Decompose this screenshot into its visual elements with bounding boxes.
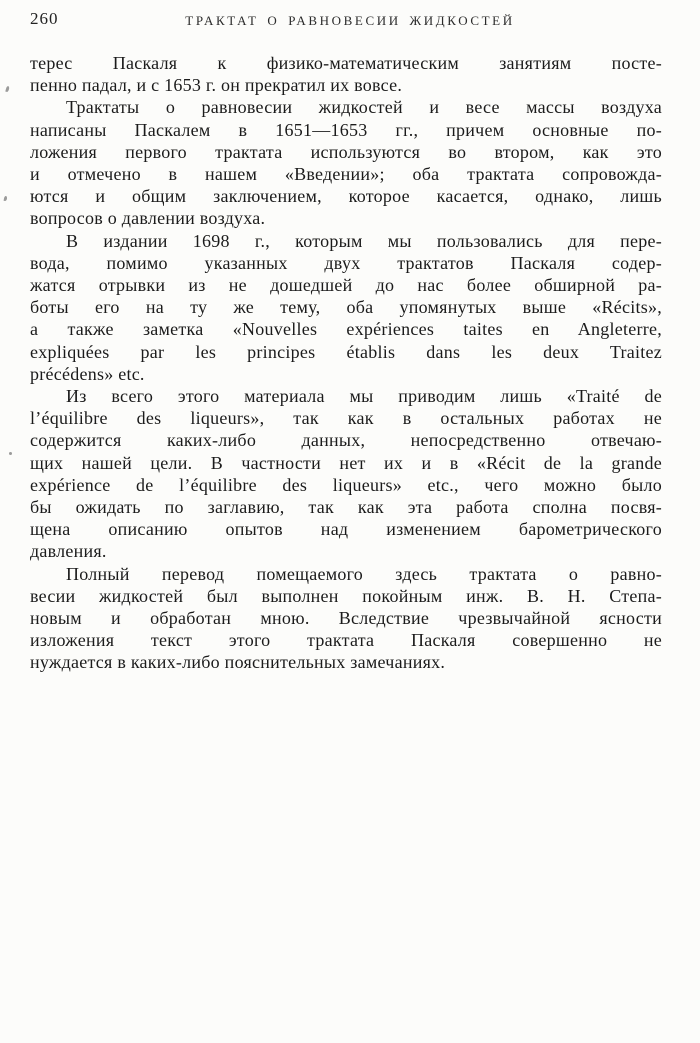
text-line: терес Паскаля к физико-математическим занятиям посте- xyxy=(30,53,662,73)
text-line: précédens» etc. xyxy=(30,363,145,384)
text-line: весии жидкостей был выполнен покойным инж. В. Н. Степа- xyxy=(30,585,662,606)
text-line: щих нашей цели. В частности нет их и в «Récit de la grande xyxy=(30,452,662,473)
scan-artifact xyxy=(9,452,12,455)
text-line: нуждается в каких-либо пояснительных замечаниях. xyxy=(30,652,446,673)
text-line: l’équilibre des liqueurs», так как в остальных работах не xyxy=(30,408,662,429)
text-line: вода, помимо указанных двух трактатов Паскаля содер- xyxy=(30,252,662,273)
text-line: Из всего этого материала мы приводим лишь «Traité de xyxy=(66,386,662,407)
text-line: щена описанию опытов над изменением барометрического xyxy=(30,519,662,540)
text-line: бы ожидать по заглавию, так как эта работа сполна посвя- xyxy=(30,497,662,518)
running-head: ТРАКТАТ О РАВНОВЕСИИ ЖИДКОСТЕЙ xyxy=(185,13,515,28)
text-line: содержится каких-либо данных, непосредственно отвечаю- xyxy=(30,430,662,451)
body-text xyxy=(30,52,662,674)
scan-artifact xyxy=(4,196,8,201)
text-line: Полный перевод помещаемого здесь трактата о равно- xyxy=(66,563,662,584)
text-line: боты его на ту же тему, оба упомянутых выше «Récits», xyxy=(30,297,662,318)
page-number: 260 xyxy=(30,9,59,28)
text-line: а также заметка «Nouvelles expériences taites en Angleterre, xyxy=(30,319,662,340)
text-line: написаны Паскалем в 1651—1653 гг., причем основные по- xyxy=(30,119,662,140)
text-line: expérience de l’équilibre des liqueurs» etc., чего можно было xyxy=(30,474,662,495)
text-line: и отмечено в нашем «Введении»; оба трактата сопровожда- xyxy=(30,164,662,185)
text-line: пенно падал, и с 1653 г. он прекратил их вовсе. xyxy=(30,75,403,96)
text-line: вопросов о давлении воздуха. xyxy=(30,208,266,229)
text-line: В издании 1698 г., которым мы пользовались для пере- xyxy=(66,230,662,251)
text-line: expliquées par les principes établis dans les deux Traitez xyxy=(30,341,662,362)
text-line: давления. xyxy=(30,541,107,562)
text-line: изложения текст этого трактата Паскаля совершенно не xyxy=(30,630,662,651)
text-line: Трактаты о равновесии жидкостей и весе массы воздуха xyxy=(66,97,662,118)
text-line: ложения первого трактата используются во втором, как это xyxy=(30,141,662,162)
scan-artifact xyxy=(5,86,9,93)
text-line: жатся отрывки из не дошедшей до нас более обширной ра- xyxy=(30,275,662,296)
text-line: новым и обработан мною. Вследствие чрезвычайной ясности xyxy=(30,608,662,629)
text-line: ются и общим заключением, которое касается, однако, лишь xyxy=(30,186,662,207)
